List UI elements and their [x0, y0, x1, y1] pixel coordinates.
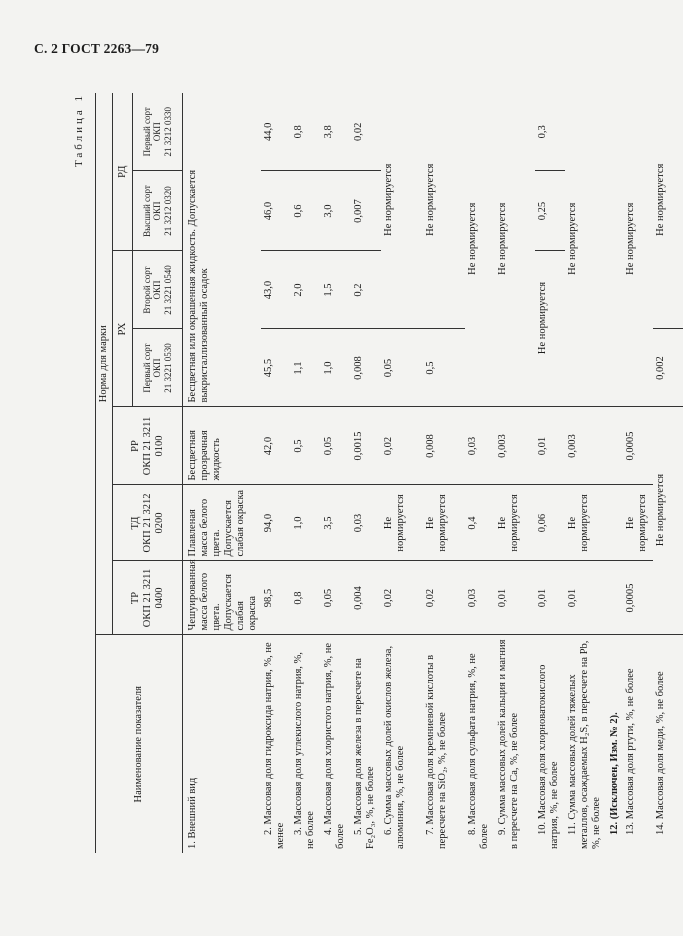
table-row: 3. Массовая доля углекислого натрия, %, не более 0,8 1,0 0,5 1,1 2,0 0,6 0,8 [291, 93, 321, 853]
table-row: 1. Внешний вид Чешуированная масса белого цвета. Допускается слабая окраска Плавленая масса белого цвета. Допускается слабая окраска Бесцветная прозрачная жидкость Бесцветная или окрашенная жидкость. Допускается выкристаллизованный осадок [183, 93, 262, 853]
table-row: 4. Массовая доля хлористого натрия, %, не более 0,05 3,5 0,05 1,0 1,5 3,0 3,8 [321, 93, 351, 853]
specification-table [95, 93, 683, 853]
table-row: 14. Массовая доля меди, %, не более Не нормируется 0,002 Не нормируется [653, 93, 683, 853]
table-row: 6. Сумма массовых долей окислов железа, алюминия, %, не более 0,02 Не нормируется 0,02 0,05 Не нормируется [381, 93, 423, 853]
table-row: 13. Массовая доля ртути, %, не более 0,0005 Не нормируется 0,0005 Не нормируется [623, 93, 653, 853]
table-caption: Таблица 1 [73, 93, 85, 168]
rotated-table-block [73, 93, 670, 853]
table-row: 9. Сумма массовых долей кальция и магния в пересчете на Ca, %, не более 0,01 Не нормируется 0,003 Не нормируется [495, 93, 535, 853]
table-row: 12. (Исключен, Изм. № 2). [607, 93, 623, 853]
col-header-rkh: РХ [113, 251, 133, 407]
col-header-rd-highest: Высший сорт ОКП 21 3212 0320 [133, 171, 183, 251]
col-header-indicator: Наименование показателя [96, 635, 183, 853]
col-header-td: ТД ОКП 21 3212 0200 [113, 485, 183, 561]
table-row: 5. Массовая доля железа в пересчете на Fe₂O₃, %, не более 0,004 0,03 0,0015 0,008 0,2 0,007 0,02 [351, 93, 381, 853]
col-header-rd: РД [113, 93, 133, 251]
col-header-rkh-second: Второй сорт ОКП 21 3221 0540 [133, 251, 183, 329]
table-row: 10. Массовая доля хлорноватокислого натрия, %, не более 0,01 0,06 0,01 Не нормируется 0,25 0,3 [535, 93, 565, 853]
col-header-tr: ТР ОКП 21 3211 0400 [113, 561, 183, 635]
col-header-rr: РР ОКП 21 3211 0100 [113, 407, 183, 485]
table-row: 8. Массовая доля сульфата натрия, %, не более 0,03 0,4 0,03 Не нормируется [465, 93, 495, 853]
table-row: 7. Массовая доля кремниевой кислоты в пересчете на SiO₂, %, не более 0,02 Не нормируется 0,008 0,5 Не нормируется [423, 93, 465, 853]
col-header-norm: Норма для марки [96, 93, 113, 635]
col-header-rkh-first: Первый сорт ОКП 21 3221 0530 [133, 329, 183, 407]
col-header-rd-first: Первый сорт ОКП 21 3212 0330 [133, 93, 183, 171]
table-row: 11. Сумма массовых долей тяжелых металлов, осаждаемых H₂S, в пересчете на Pb, %, не более 0,01 Не нормируется 0,003 Не нормируется [565, 93, 607, 853]
page-header: С. 2 ГОСТ 2263—79 [34, 41, 160, 56]
table-row: 2. Массовая доля гидроксида натрия, %, не менее 98,5 94,0 42,0 45,5 43,0 46,0 44,0 [261, 93, 291, 853]
